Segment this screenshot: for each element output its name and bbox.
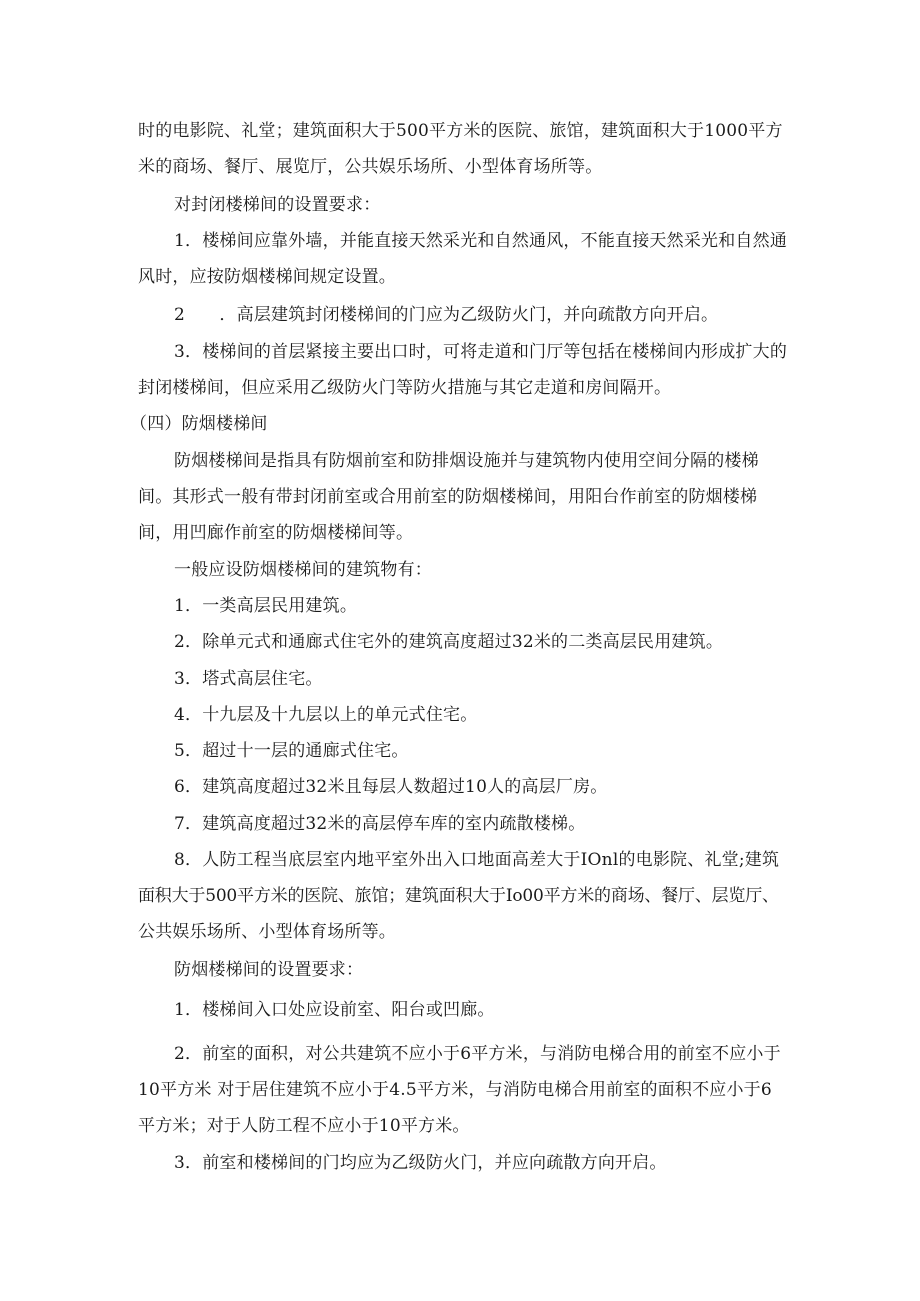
- text-line: 面积大于500平方米的医院、旅馆；建筑面积大于Io00平方米的商场、餐厅、层览厅、: [138, 886, 779, 906]
- list-item: 4．十九层及十九层以上的单元式住宅。: [174, 705, 478, 725]
- list-item: 7．建筑高度超过32米的高层停车库的室内疏散楼梯。: [174, 814, 586, 834]
- text-line: 风时，应按防烟楼梯间规定设置。: [138, 267, 396, 287]
- list-item: 3．塔式高层住宅。: [174, 669, 323, 689]
- section-heading: （四）防烟楼梯间: [130, 414, 268, 434]
- list-item: 1．一类高层民用建筑。: [174, 596, 358, 616]
- text-line: 平方米；对于人防工程不应小于10平方米。: [138, 1116, 470, 1136]
- list-item: 5．超过十一层的通廊式住宅。: [174, 741, 409, 761]
- text-line: 3．楼梯间的首层紧接主要出口时，可将走道和门厅等包括在楼梯间内形成扩大的: [174, 342, 788, 362]
- text-line: 封闭楼梯间，但应采用乙级防火门等防火措施与其它走道和房间隔开。: [138, 378, 672, 398]
- text-line: 1．楼梯间应靠外墙，并能直接天然采光和自然通风，不能直接天然采光和自然通: [174, 231, 788, 251]
- text-line: 时的电影院、礼堂；建筑面积大于500平方米的医院、旅馆，建筑面积大于1000平方: [138, 121, 783, 141]
- list-item: 3．前室和楼梯间的门均应为乙级防火门，并应向疏散方向开启。: [174, 1153, 667, 1173]
- list-item: 6．建筑高度超过32米且每层人数超过10人的高层厂房。: [174, 777, 608, 797]
- text-line: 防烟楼梯间的设置要求：: [174, 960, 364, 980]
- text-line: 对封闭楼梯间的设置要求：: [174, 195, 381, 215]
- text-line: 一般应设防烟楼梯间的建筑物有：: [174, 560, 432, 580]
- list-item: 8．人防工程当底层室内地平室外出入口地面高差大于IOnl的电影院、礼堂;建筑: [174, 850, 780, 870]
- list-item: 2．前室的面积，对公共建筑不应小于6平方米，与消防电梯合用的前室不应小于: [174, 1044, 781, 1064]
- list-item: 1．楼梯间入口处应设前室、阳台或凹廊。: [174, 1000, 495, 1020]
- text-line: 间，用凹廊作前室的防烟楼梯间等。: [138, 523, 414, 543]
- text-line: 间。其形式一般有带封闭前室或合用前室的防烟楼梯间，用阳台作前室的防烟楼梯: [138, 487, 758, 507]
- text-line: 防烟楼梯间是指具有防烟前室和防排烟设施并与建筑物内使用空间分隔的楼梯: [174, 451, 759, 471]
- list-item: 2．除单元式和通廊式住宅外的建筑高度超过32米的二类高层民用建筑。: [174, 632, 724, 652]
- text-line: 2 ．高层建筑封闭楼梯间的门应为乙级防火门，并向疏散方向开启。: [174, 305, 719, 325]
- text-line: 公共娱乐场所、小型体育场所等。: [138, 922, 396, 942]
- text-line: 10平方米 对于居住建筑不应小于4.5平方米，与消防电梯合用前室的面积不应小于6: [138, 1080, 772, 1100]
- text-line: 米的商场、餐厅、展览厅，公共娱乐场所、小型体育场所等。: [138, 157, 603, 177]
